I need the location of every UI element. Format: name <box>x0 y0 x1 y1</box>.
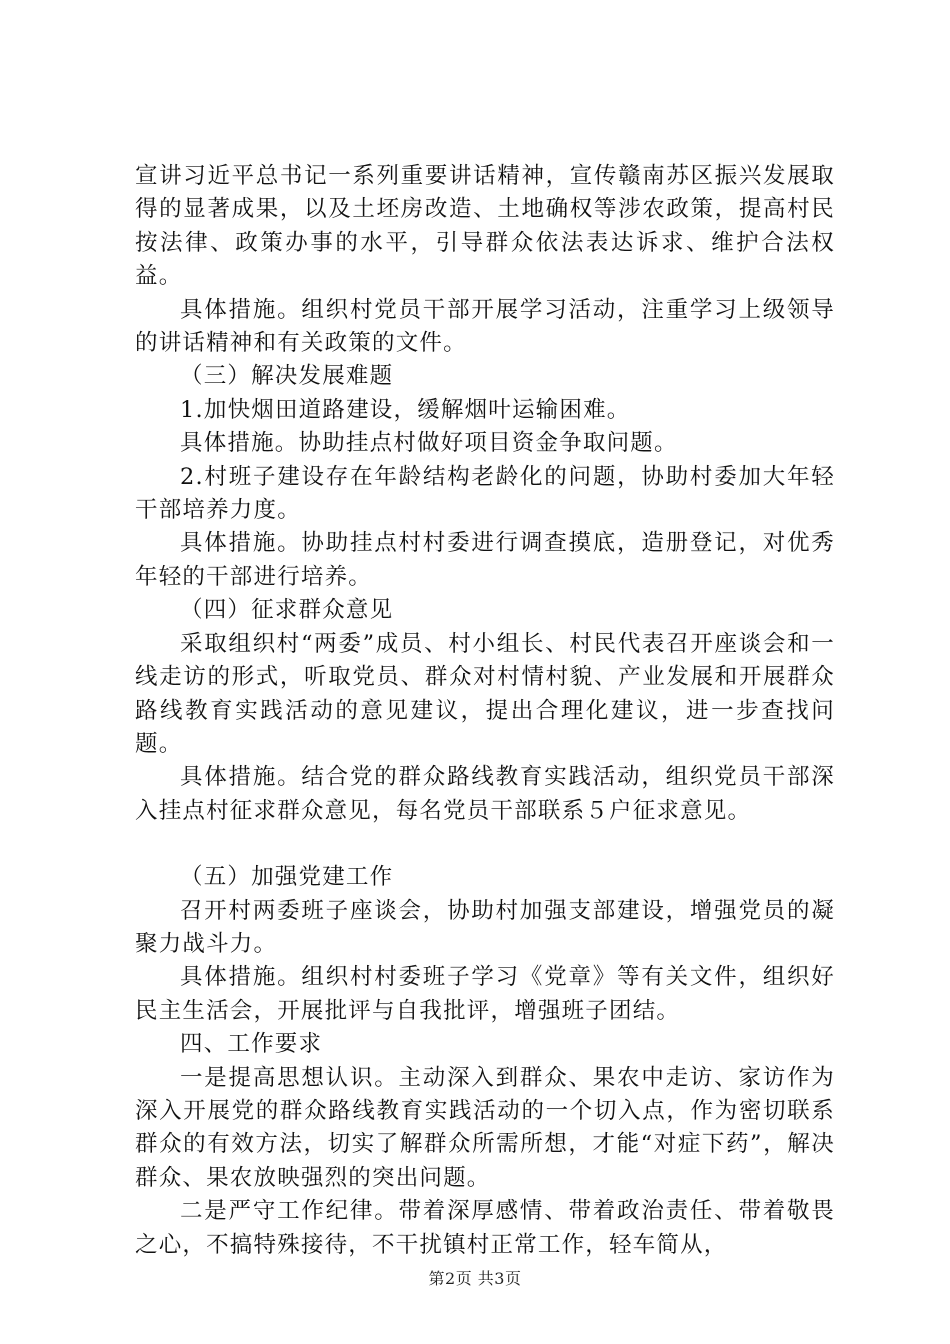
paragraph-item-1: 1.加快烟田道路建设，缓解烟叶运输困难。 <box>180 396 631 423</box>
paragraph-measure-party: 具体措施。组织村村委班子学习《党章》等有关文件，组织好民主生活会，开展批评与自我批评，增强班子团结。 <box>135 964 835 1024</box>
paragraph-propaganda: 宣讲习近平总书记一系列重要讲话精神，宣传赣南苏区振兴发展取得的显著成果，以及土坯房改造、土地确权等涉农政策，提高村民按法律、政策办事的水平，引导群众依法表达诉求、维护合法权益。 <box>135 163 835 290</box>
section-heading-requirements: 四、工作要求 <box>180 1031 323 1058</box>
section-heading-4: （四）征求群众意见 <box>180 597 394 624</box>
section-heading-5: （五）加强党建工作 <box>180 864 394 891</box>
document-body <box>135 160 835 1262</box>
paragraph-requirement-1: 一是提高思想认识。主动深入到群众、果农中走访、家访作为深入开展党的群众路线教育实践活动的一个切入点，作为密切联系群众的有效方法，切实了解群众所需所想，才能“对症下药”，解决群众、果农放映强烈的突出问题。 <box>135 1064 835 1191</box>
paragraph-solicit-opinions: 采取组织村“两委”成员、村小组长、村民代表召开座谈会和一线走访的形式，听取党员、群众对村情村貌、产业发展和开展群众路线教育实践活动的意见建议，提出合理化建议，进一步查找问题。 <box>135 630 835 757</box>
paragraph-party-building: 召开村两委班子座谈会，协助村加强支部建设，增强党员的凝聚力战斗力。 <box>135 897 835 957</box>
paragraph-item-2: 2.村班子建设存在年龄结构老龄化的问题，协助村委加大年轻干部培养力度。 <box>135 463 835 524</box>
paragraph-measure-funding: 具体措施。协助挂点村做好项目资金争取问题。 <box>180 430 678 457</box>
page-number-footer: 第2页 共3页 <box>428 1269 522 1288</box>
paragraph-measure-study: 具体措施。组织村党员干部开展学习活动，注重学习上级领导的讲话精神和有关政策的文件。 <box>135 296 835 357</box>
paragraph-spacer <box>135 828 835 861</box>
section-heading-3: （三）解决发展难题 <box>180 363 394 390</box>
paragraph-measure-survey: 具体措施。协助挂点村村委进行调查摸底，造册登记，对优秀年轻的干部进行培养。 <box>135 530 835 590</box>
paragraph-measure-opinions: 具体措施。结合党的群众路线教育实践活动，组织党员干部深入挂点村征求群众意见，每名党员干部联系５户征求意见。 <box>135 764 835 824</box>
paragraph-requirement-2: 二是严守工作纪律。带着深厚感情、带着政治责任、带着敬畏之心，不搞特殊接待，不干扰镇村正常工作，轻车简从， <box>135 1198 835 1258</box>
